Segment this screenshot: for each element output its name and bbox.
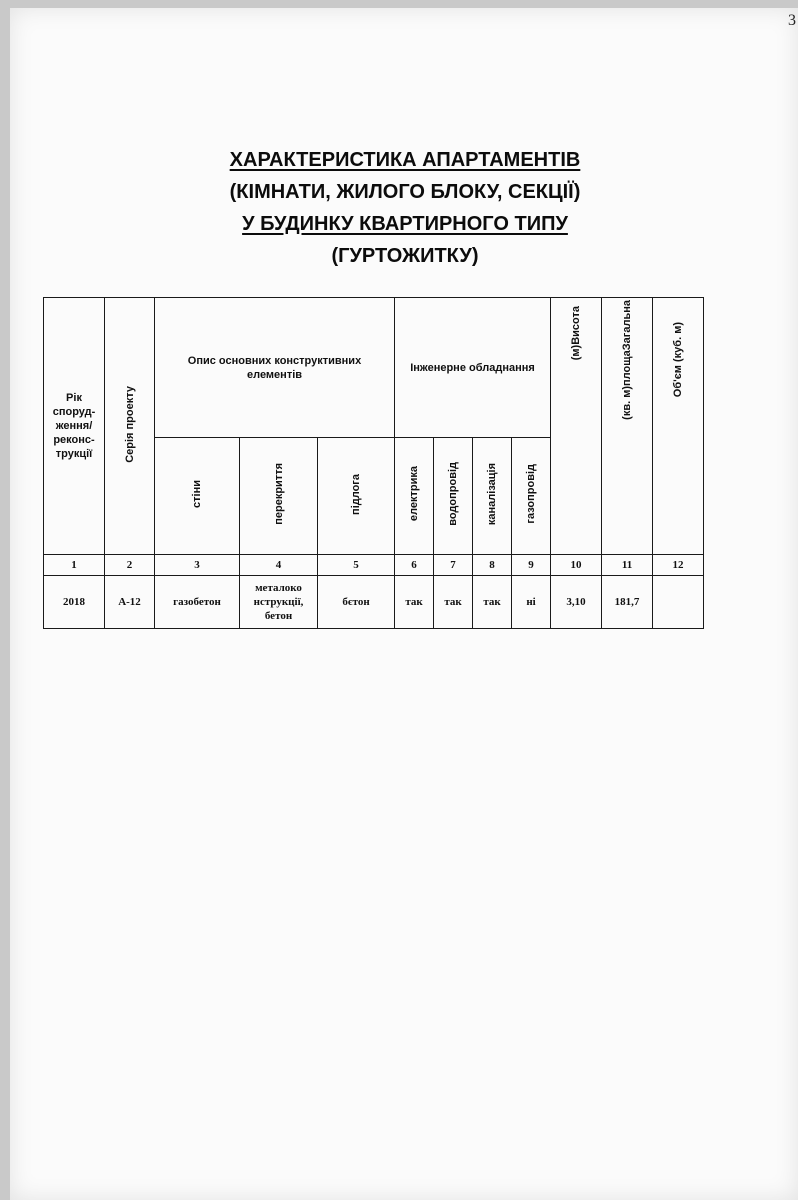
- header-electricity-text: електрика: [408, 466, 421, 522]
- cell-water: так: [434, 576, 473, 629]
- header-gas-text: газопровід: [525, 464, 538, 524]
- header-water-text: водопровід: [447, 462, 460, 526]
- column-number: 7: [434, 555, 473, 576]
- page-number: 3: [788, 12, 796, 29]
- header-volume-text: Об'єм (куб. м): [672, 322, 685, 398]
- header-electricity: [395, 438, 434, 555]
- cell-year: 2018: [44, 576, 105, 629]
- header-floor: [318, 438, 395, 555]
- column-number-row: [44, 555, 704, 576]
- header-height-text: (м)Висота: [570, 306, 583, 361]
- table-row: [44, 576, 704, 629]
- header-ceilings-text: перекриття: [272, 463, 285, 525]
- cell-ceilings: металоко нструкції, бетон: [240, 576, 318, 629]
- title-line-4: (ГУРТОЖИТКУ): [331, 245, 479, 267]
- header-year: [44, 298, 105, 555]
- header-series: [105, 298, 155, 555]
- header-ceilings: [240, 438, 318, 555]
- cell-total-area: 181,7: [602, 576, 653, 629]
- cell-series: А-12: [105, 576, 155, 629]
- cell-volume: [653, 576, 704, 629]
- header-total-area: [602, 298, 653, 555]
- header-engineering-group: [395, 298, 551, 438]
- header-height: [551, 298, 602, 555]
- column-number: 4: [240, 555, 318, 576]
- header-volume: [653, 298, 704, 555]
- title-line-3: У БУДИНКУ КВАРТИРНОГО ТИПУ: [242, 213, 568, 235]
- header-walls-text: стіни: [191, 480, 203, 508]
- header-total-area-text: (кв. м)площаЗагальна: [621, 300, 634, 420]
- column-number: 10: [551, 555, 602, 576]
- title-line-2: (КІМНАТИ, ЖИЛОГО БЛОКУ, СЕКЦІЇ): [229, 181, 581, 203]
- column-number: 1: [44, 555, 105, 576]
- header-year-text: Рік споруд-ження/ реконс-трукції: [52, 392, 96, 460]
- column-number: 6: [395, 555, 434, 576]
- cell-gas: ні: [512, 576, 551, 629]
- column-number: 12: [653, 555, 704, 576]
- header-sewerage-text: каналізація: [486, 462, 499, 526]
- header-water: [434, 438, 473, 555]
- header-series-text: Серія проекту: [123, 385, 136, 463]
- document-title: [0, 144, 798, 272]
- header-engineering-group-text: Інженерне обладнання: [410, 361, 535, 374]
- column-number: 9: [512, 555, 551, 576]
- cell-floor: бєтон: [318, 576, 395, 629]
- header-floor-text: підлога: [350, 473, 362, 515]
- column-number: 3: [155, 555, 240, 576]
- column-number: 11: [602, 555, 653, 576]
- column-number: 5: [318, 555, 395, 576]
- title-line-1: ХАРАКТЕРИСТИКА АПАРТАМЕНТІВ: [229, 149, 581, 171]
- cell-height: 3,10: [551, 576, 602, 629]
- column-number: 8: [473, 555, 512, 576]
- characteristics-table: [43, 297, 704, 629]
- header-construction-group-text: Опис основних конструктивних елементів: [187, 354, 362, 381]
- header-gas: [512, 438, 551, 555]
- cell-sewerage: так: [473, 576, 512, 629]
- header-sewerage: [473, 438, 512, 555]
- cell-electricity: так: [395, 576, 434, 629]
- header-construction-group: [155, 298, 395, 438]
- cell-walls: газобетон: [155, 576, 240, 629]
- header-walls: [155, 438, 240, 555]
- column-number: 2: [105, 555, 155, 576]
